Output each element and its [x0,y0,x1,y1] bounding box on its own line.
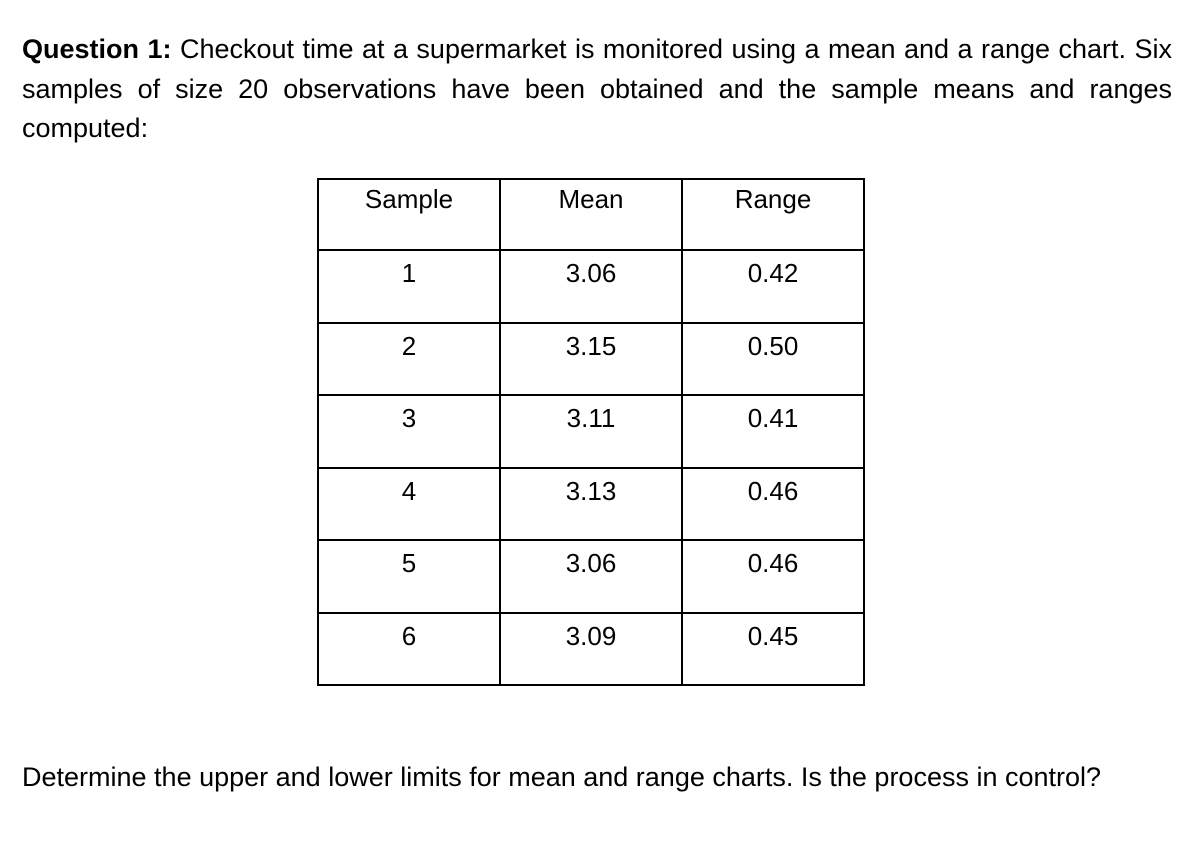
table-row [318,540,864,613]
instruction-paragraph: Determine the upper and lower limits for mean and range charts. Is the process in control? [22,762,1102,792]
cell-sample: 1 [318,250,500,323]
header-range: Range [682,179,864,250]
question-text: Checkout time at a supermarket is monitored using a mean and a range chart. Six samples of size 20 observations have been obtained and the sample means and ranges computed: [22,34,1172,143]
table-header-row [318,179,864,250]
cell-range: 0.46 [682,540,864,613]
table-row [318,323,864,396]
cell-mean: 3.13 [500,468,682,541]
table-row [318,468,864,541]
cell-range: 0.45 [682,613,864,686]
question-paragraph [22,30,1172,149]
cell-mean: 3.09 [500,613,682,686]
cell-sample: 6 [318,613,500,686]
cell-sample: 3 [318,395,500,468]
table-row [318,250,864,323]
sample-data-table [317,178,865,686]
cell-sample: 4 [318,468,500,541]
cell-mean: 3.06 [500,250,682,323]
cell-range: 0.42 [682,250,864,323]
table-row [318,395,864,468]
table-row [318,613,864,686]
cell-range: 0.41 [682,395,864,468]
question-label: Question 1: [22,34,172,64]
cell-range: 0.50 [682,323,864,396]
cell-sample: 2 [318,323,500,396]
cell-sample: 5 [318,540,500,613]
cell-mean: 3.15 [500,323,682,396]
cell-mean: 3.11 [500,395,682,468]
cell-mean: 3.06 [500,540,682,613]
header-mean: Mean [500,179,682,250]
cell-range: 0.46 [682,468,864,541]
header-sample: Sample [318,179,500,250]
